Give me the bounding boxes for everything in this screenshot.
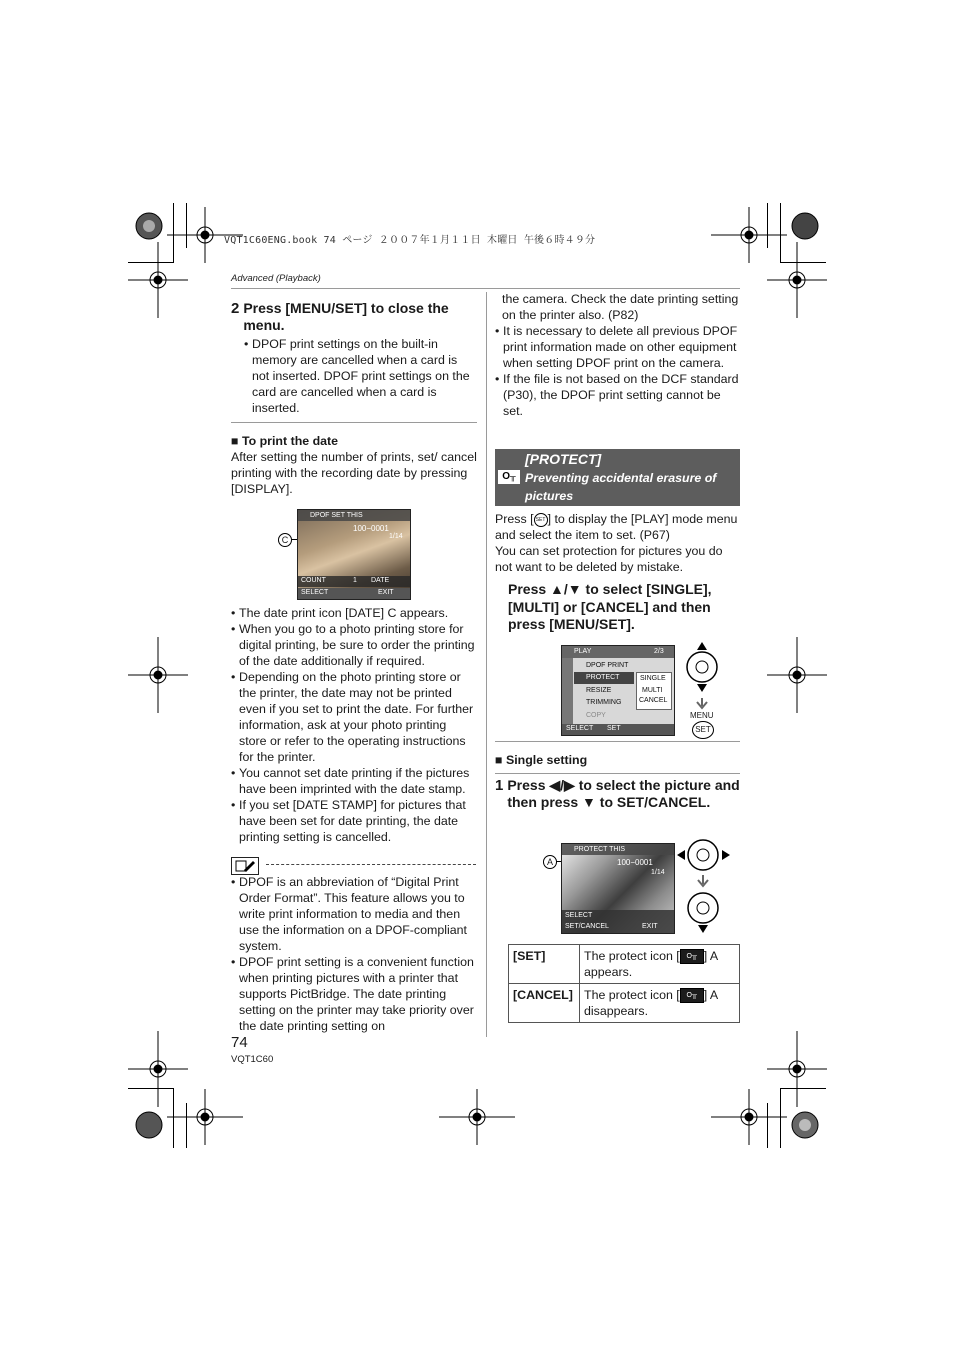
option-cancel[interactable]: CANCEL — [639, 697, 668, 704]
table-val-cancel: The protect icon [ O╥ ] A disappears. — [580, 984, 740, 1023]
menu-set-icon: SET — [534, 513, 548, 527]
note-divider — [266, 864, 476, 865]
lcd1-select: SELECT — [301, 589, 329, 596]
step-1-text: Press ◀/▶ to select the picture and then press ▼ to SET/CANCEL. — [507, 777, 740, 810]
table-key-cancel: [CANCEL] — [509, 984, 580, 1023]
date-bullets — [231, 605, 477, 845]
lcd1-counter: 100−0001 — [353, 524, 389, 533]
key-icon: O╥ — [498, 470, 520, 484]
column-divider — [486, 292, 487, 1037]
menu-page: 2/3 — [654, 648, 664, 655]
menu-item-resize[interactable]: RESIZE — [586, 687, 612, 694]
right-continued — [495, 291, 740, 419]
note-2: • DPOF print setting is a convenient function when printing pictures with a printer that supports PictBridge. The date printing setting on the printer may take priority over the date printing setting on — [231, 954, 477, 1034]
step-2-note: • DPOF print settings on the built-in memory are cancelled when a card is not inserted. DPOF print settings on the card are cancelled when a card is inserted. — [244, 336, 477, 416]
date-bullet-1: • The date print icon [DATE] C appears. — [231, 605, 477, 621]
rule-after-single — [495, 773, 740, 774]
note-icon — [231, 857, 259, 875]
callout-a: A — [543, 855, 557, 869]
left-column — [231, 300, 477, 416]
intro-a: Press [ — [495, 512, 534, 526]
option-single[interactable]: SINGLE — [640, 675, 666, 682]
table-row — [509, 984, 740, 1023]
lcd2-select: SELECT — [565, 912, 593, 919]
protect-subtitle: Preventing accidental erasure of pictures — [525, 471, 717, 503]
protect-title: [PROTECT] — [525, 451, 602, 467]
table-val-set: The protect icon [ O╥ ] A appears. — [580, 945, 740, 984]
lcd2-counter: 100−0001 — [617, 858, 653, 867]
page-number: 74 — [231, 1034, 248, 1051]
menu-item-dpof[interactable]: DPOF PRINT — [586, 662, 629, 669]
key-icon: O╥ — [680, 949, 704, 964]
lcd1-date-label: DATE — [371, 577, 390, 584]
set-button[interactable]: SET — [692, 721, 714, 739]
lcd2-setcancel: SET/CANCEL — [565, 923, 609, 930]
date-bullet-5: • If you set [DATE STAMP] for pictures that have been set for date printing, the date printing setting is cancelled. — [231, 797, 477, 845]
date-bullet-2: • When you go to a photo printing store for digital printing, be sure to order the printing of the date additionally if required. — [231, 621, 477, 669]
intro-b: ] to display the [PLAY] mode menu and select the item to set. (P67) — [495, 512, 738, 542]
lcd1-count-label: COUNT — [301, 577, 326, 584]
continued-text: the camera. Check the date printing setting on the printer also. (P82) — [502, 292, 739, 322]
print-date-section — [231, 433, 477, 497]
step-2-heading — [231, 300, 477, 334]
right-bullet-1: • It is necessary to delete all previous DPOF print information made on other equipment when setting DPOF print on the camera. — [495, 323, 740, 371]
single-setting-heading: ■ Single setting — [495, 752, 587, 768]
right-bullet-2: • If the file is not based on the DCF standard (P30), the DPOF print setting cannot be set. — [495, 371, 740, 419]
lcd2-frame: 1/14 — [651, 869, 665, 876]
note-1: • DPOF is an abbreviation of “Digital Print Order Format”. This feature allows you to write print information to media and then use the information on a DPOF-compliant system. — [231, 874, 477, 954]
option-multi[interactable]: MULTI — [642, 687, 663, 694]
protect-intro — [495, 511, 740, 575]
notes — [231, 874, 477, 1034]
set-cancel-table — [508, 944, 740, 1023]
menu-set: SET — [607, 725, 621, 732]
key-icon: O╥ — [680, 988, 704, 1003]
dpof-lcd-screen — [297, 509, 411, 600]
cursor-pad-leftright-down[interactable] — [676, 838, 732, 936]
step-1-heading — [495, 777, 740, 811]
rule-before-single — [495, 741, 740, 742]
rule-after-step2 — [231, 422, 477, 423]
table-row — [509, 945, 740, 984]
menu-item-trimming[interactable]: TRIMMING — [586, 699, 622, 706]
top-rule — [231, 288, 740, 289]
step-2-text: Press [MENU/SET] to close the menu. — [243, 300, 449, 333]
lcd1-frame: 1/14 — [389, 533, 403, 540]
lcd1-title: DPOF SET THIS — [310, 512, 363, 519]
menu-play-label: PLAY — [574, 648, 592, 655]
lcd2-exit: EXIT — [642, 923, 658, 930]
intro-c: You can set protection for pictures you do not want to be deleted by mistake. — [495, 544, 723, 574]
table-key-set: [SET] — [509, 945, 580, 984]
date-bullet-3: • Depending on the photo printing store or the printer, the date may not be printed even if you set to print the date. For further information, ask at your photo printing store or refer to the operating instructions for the printer. — [231, 669, 477, 765]
section-label: Advanced (Playback) — [231, 273, 321, 284]
menu-select: SELECT — [566, 725, 594, 732]
step-2-number: 2 — [231, 300, 240, 317]
callout-c: C — [278, 533, 292, 547]
protect-section-header — [495, 449, 740, 506]
print-info-header: VQT1C60ENG.book 74 ページ ２００７年１月１１日 木曜日 午後６時４９分 — [224, 235, 596, 246]
menu-button-label: MENU — [690, 711, 714, 720]
date-bullet-4: • You cannot set date printing if the pictures have been imprinted with the date stamp. — [231, 765, 477, 797]
menu-item-copy[interactable]: COPY — [586, 712, 606, 719]
menu-item-protect[interactable]: PROTECT — [586, 674, 620, 681]
lcd1-count-value: 1 — [353, 577, 357, 584]
step-1-number: 1 — [495, 777, 504, 794]
protect-lcd-screen — [561, 843, 675, 934]
lcd1-exit: EXIT — [378, 589, 394, 596]
press-instruction: Press ▲/▼ to select [SINGLE], [MULTI] or [CANCEL] and then press [MENU/SET]. — [508, 581, 712, 632]
play-menu-lcd — [561, 645, 675, 736]
lcd2-title: PROTECT THIS — [574, 846, 626, 853]
print-date-heading: ■ To print the date — [231, 433, 477, 449]
model-code: VQT1C60 — [231, 1054, 274, 1065]
print-date-body: After setting the number of prints, set/ cancel printing with the recording date by pressing [DISPLAY]. — [231, 450, 477, 496]
